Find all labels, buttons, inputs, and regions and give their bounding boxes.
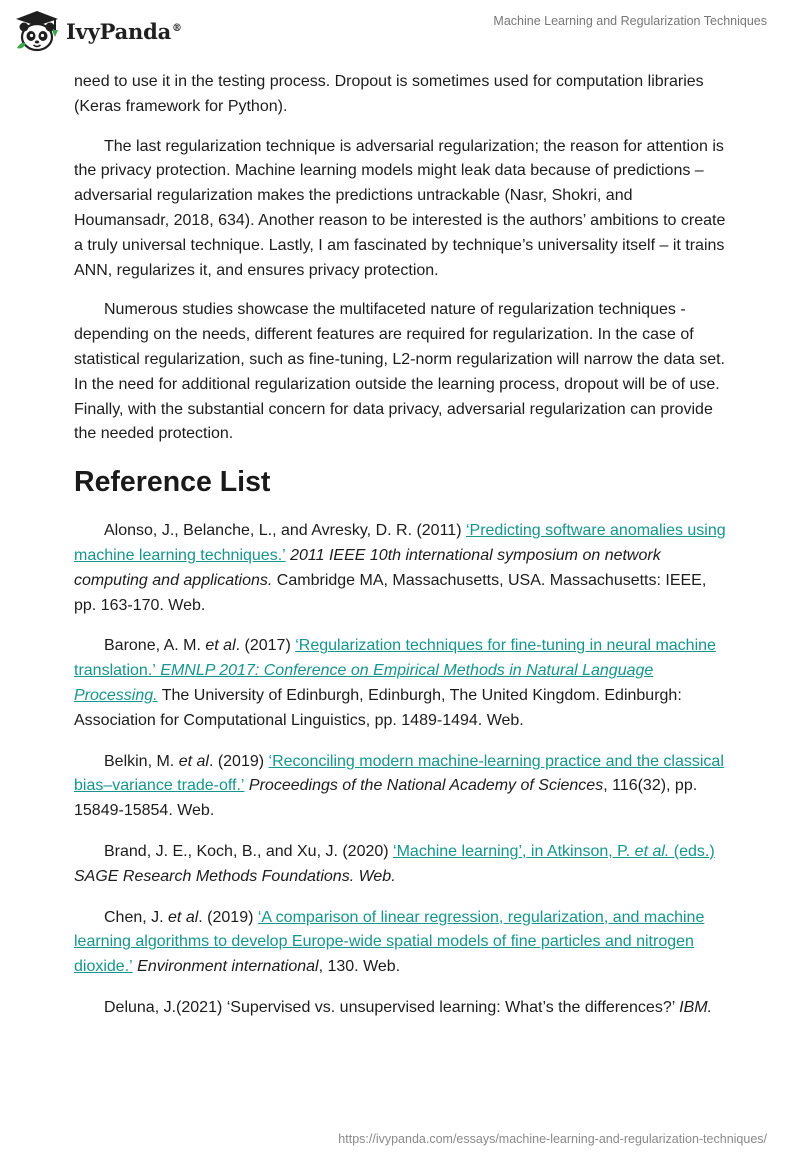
reference-item: Chen, J. et al. (2019) ‘A comparison of linear regression, regularization, and machine learning algorithms to develop Europe-wide spatial models of fine particles and nitrogen dioxide.’ Environment international, 130. Web. — [74, 908, 705, 976]
reference-item: Barone, A. M. et al. (2017) ‘Regularization techniques for fine-tuning in neural machine translation.’ EMNLP 2017: Conference on Empirical Methods in Natural Language Processing. The University of Edinburgh, Edinburgh, The United Kingdom. Edinburgh: Association for Computational Linguistics, pp. 1489-1494. Web. — [74, 637, 716, 729]
reference-item: Alonso, J., Belanche, L., and Avresky, D. R. (2011) ‘Predicting software anomalies using machine learning techniques.’ 2011 IEEE 10th international symposium on network computing and applications. Cambridge MA, Massachusetts, USA. Massachusetts: IEEE, pp. 163-170. Web. — [74, 522, 726, 614]
reference-item: Belkin, M. et al. (2019) ‘Reconciling modern machine-learning practice and the classical bias–variance trade-off.’ Proceedings of the National Academy of Sciences, 116(32), pp. 15849-15854. Web. — [74, 752, 724, 820]
panda-graduate-icon — [14, 10, 60, 52]
reference-list-heading: Reference List — [74, 466, 271, 499]
body-paragraph: The last regularization technique is adversarial regularization; the reason for attention is the privacy protection. Machine learning models might leak data because of predictions – adversarial regularization makes the predictions untrackable (Nasr, Shokri, and Houmansadr, 2018, 634). Another reason to be interested is the authors’ ambitions to create a truly universal technique. Lastly, I am fascinated by technique’s universality itself – it trains ANN, regularizes it, and ensures privacy protection. — [74, 137, 726, 279]
essay-content — [74, 70, 726, 1037]
reference-link[interactable]: ‘Machine learning’, in Atkinson, P. et al. (eds.) — [393, 842, 715, 860]
reference-link[interactable]: ‘Reconciling modern machine-learning practice and the classical bias–variance trade-off.’ — [74, 752, 724, 795]
page-header — [0, 0, 800, 70]
body-paragraph: need to use it in the testing process. Dropout is sometimes used for computation libraries (Keras framework for Python). — [74, 73, 704, 115]
reference-link[interactable]: ‘Regularization techniques for fine-tuning in neural machine translation.’ EMNLP 2017: Conference on Empirical Methods in Natural Language Processing. — [74, 637, 716, 704]
document-title: Machine Learning and Regularization Techniques — [493, 14, 767, 28]
brand-name: IvyPanda® — [66, 18, 182, 44]
body-paragraph: Numerous studies showcase the multifaceted nature of regularization techniques - depending on the needs, different features are required for regularization. In the case of statistical regularization, such as fine-tuning, L2-norm regularization will narrow the data set. In the need for additional regularization outside the learning process, dropout will be of use. Finally, with the substantial concern for data privacy, adversarial regularization can provide the needed protection. — [74, 301, 725, 443]
reference-link[interactable]: ‘A comparison of linear regression, regularization, and machine learning algorithms to develop Europe-wide spatial models of fine particles and nitrogen dioxide.’ — [74, 908, 705, 976]
reference-item: Brand, J. E., Koch, B., and Xu, J. (2020) ‘Machine learning’, in Atkinson, P. et al. (eds.) SAGE Research Methods Foundations. Web. — [74, 842, 715, 885]
reference-link[interactable]: ‘Predicting software anomalies using machine learning techniques.’ — [74, 522, 726, 564]
reference-item: Deluna, J.(2021) ‘Supervised vs. unsupervised learning: What’s the differences?’ IBM. — [104, 998, 713, 1016]
page-url[interactable]: https://ivypanda.com/essays/machine-learning-and-regularization-techniques/ — [338, 1132, 767, 1146]
ivypanda-logo[interactable] — [14, 10, 182, 52]
